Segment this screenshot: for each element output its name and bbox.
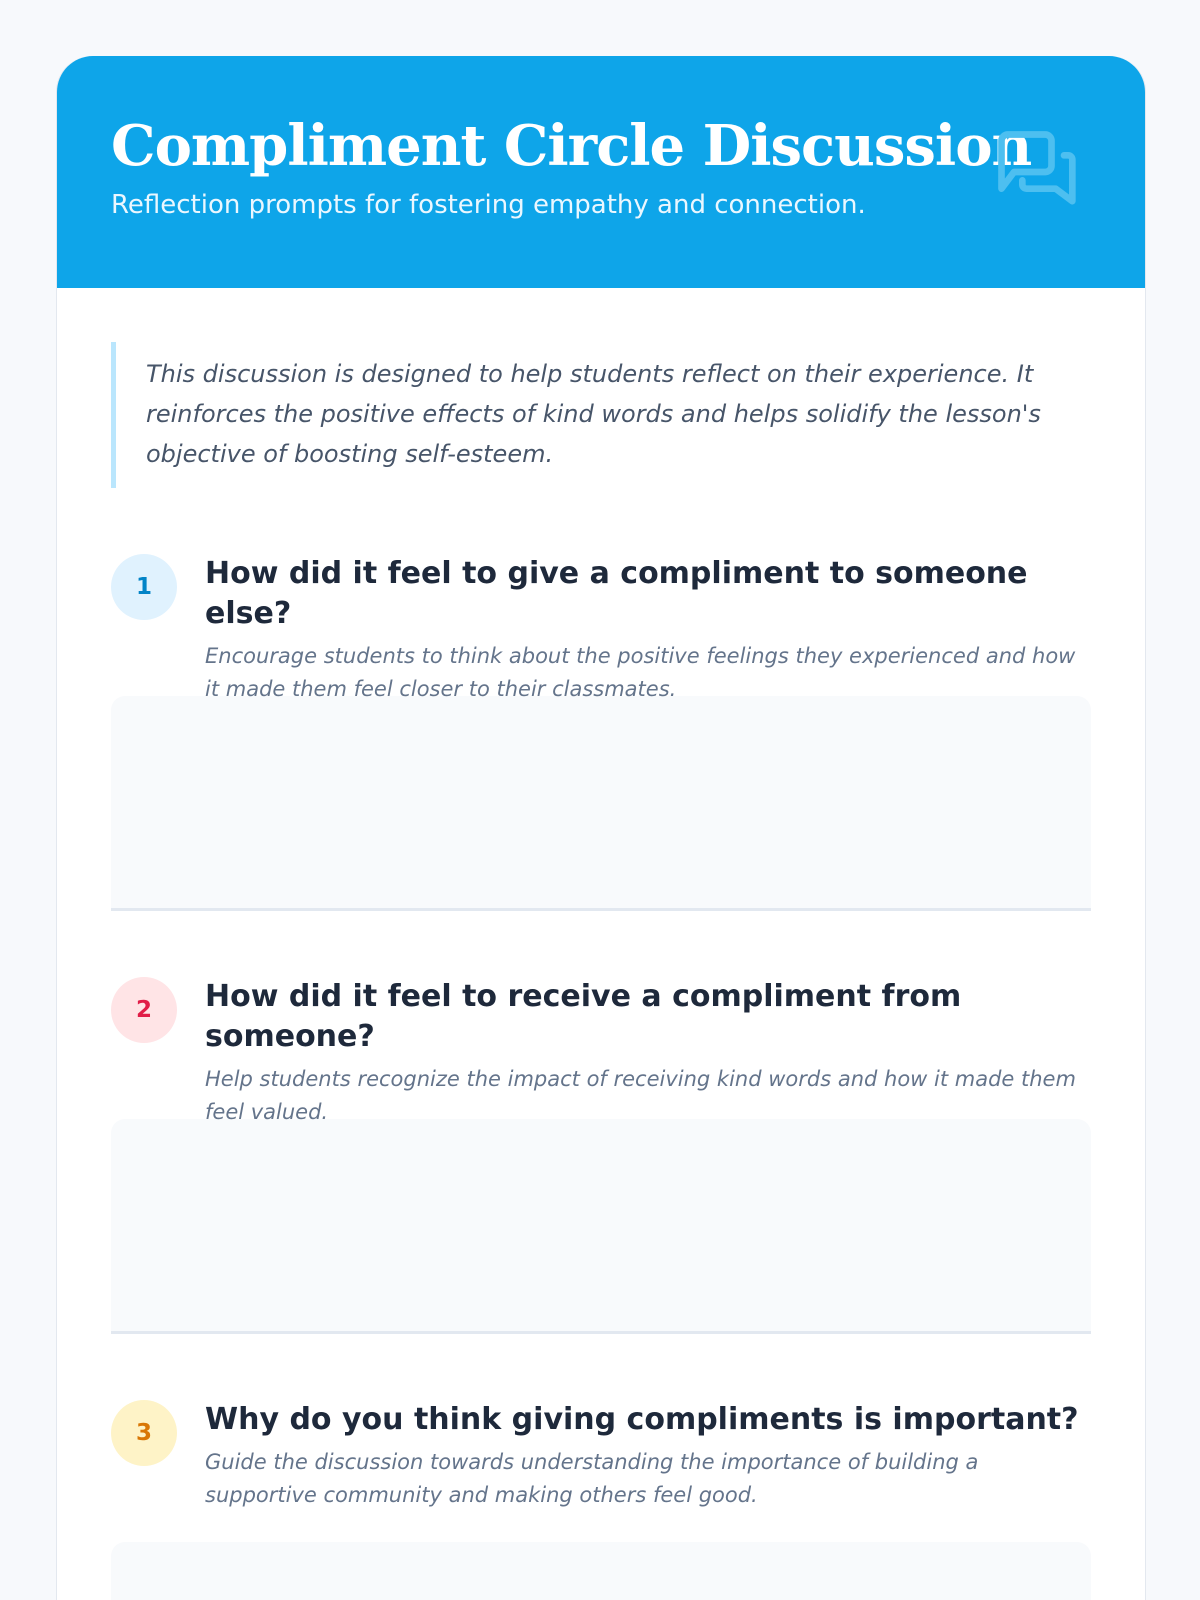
question-section — [111, 1400, 1091, 1600]
question-number-badge: 1 — [111, 554, 177, 620]
header — [57, 56, 1145, 288]
question-title: How did it feel to give a compliment to someone else? — [205, 556, 1028, 631]
answer-area[interactable] — [111, 1542, 1091, 1600]
intro-text: This discussion is designed to help students reflect on their experience. It reinforces the positive effects of kind words and helps solidify the lesson's objective of boosting self-esteem. — [111, 342, 1091, 488]
question-header — [111, 554, 1091, 701]
question-section — [111, 554, 1091, 911]
question-hint: Guide the discussion towards understanding the importance of building a supportive community and making others feel good. — [205, 1450, 979, 1507]
question-header — [111, 977, 1091, 1124]
question-title: How did it feel to receive a compliment from someone? — [205, 979, 962, 1054]
question-title: Why do you think giving compliments is important? — [205, 1402, 1079, 1437]
question-number-badge: 3 — [111, 1400, 177, 1466]
question-number-badge: 2 — [111, 977, 177, 1043]
page-title: Compliment Circle Discussion — [111, 113, 1032, 179]
answer-area[interactable] — [111, 1119, 1091, 1334]
question-section — [111, 977, 1091, 1334]
question-hint: Help students recognize the impact of receiving kind words and how it made them feel valued. — [205, 1067, 1076, 1124]
question-hint: Encourage students to think about the positive feelings they experienced and how it made them feel closer to their classmates. — [205, 644, 1076, 701]
answer-area[interactable] — [111, 696, 1091, 911]
discussion-card — [56, 56, 1146, 1600]
chat-bubbles-icon — [989, 122, 1089, 222]
question-header — [111, 1400, 1091, 1512]
page-subtitle: Reflection prompts for fostering empathy and connection. — [111, 190, 866, 220]
